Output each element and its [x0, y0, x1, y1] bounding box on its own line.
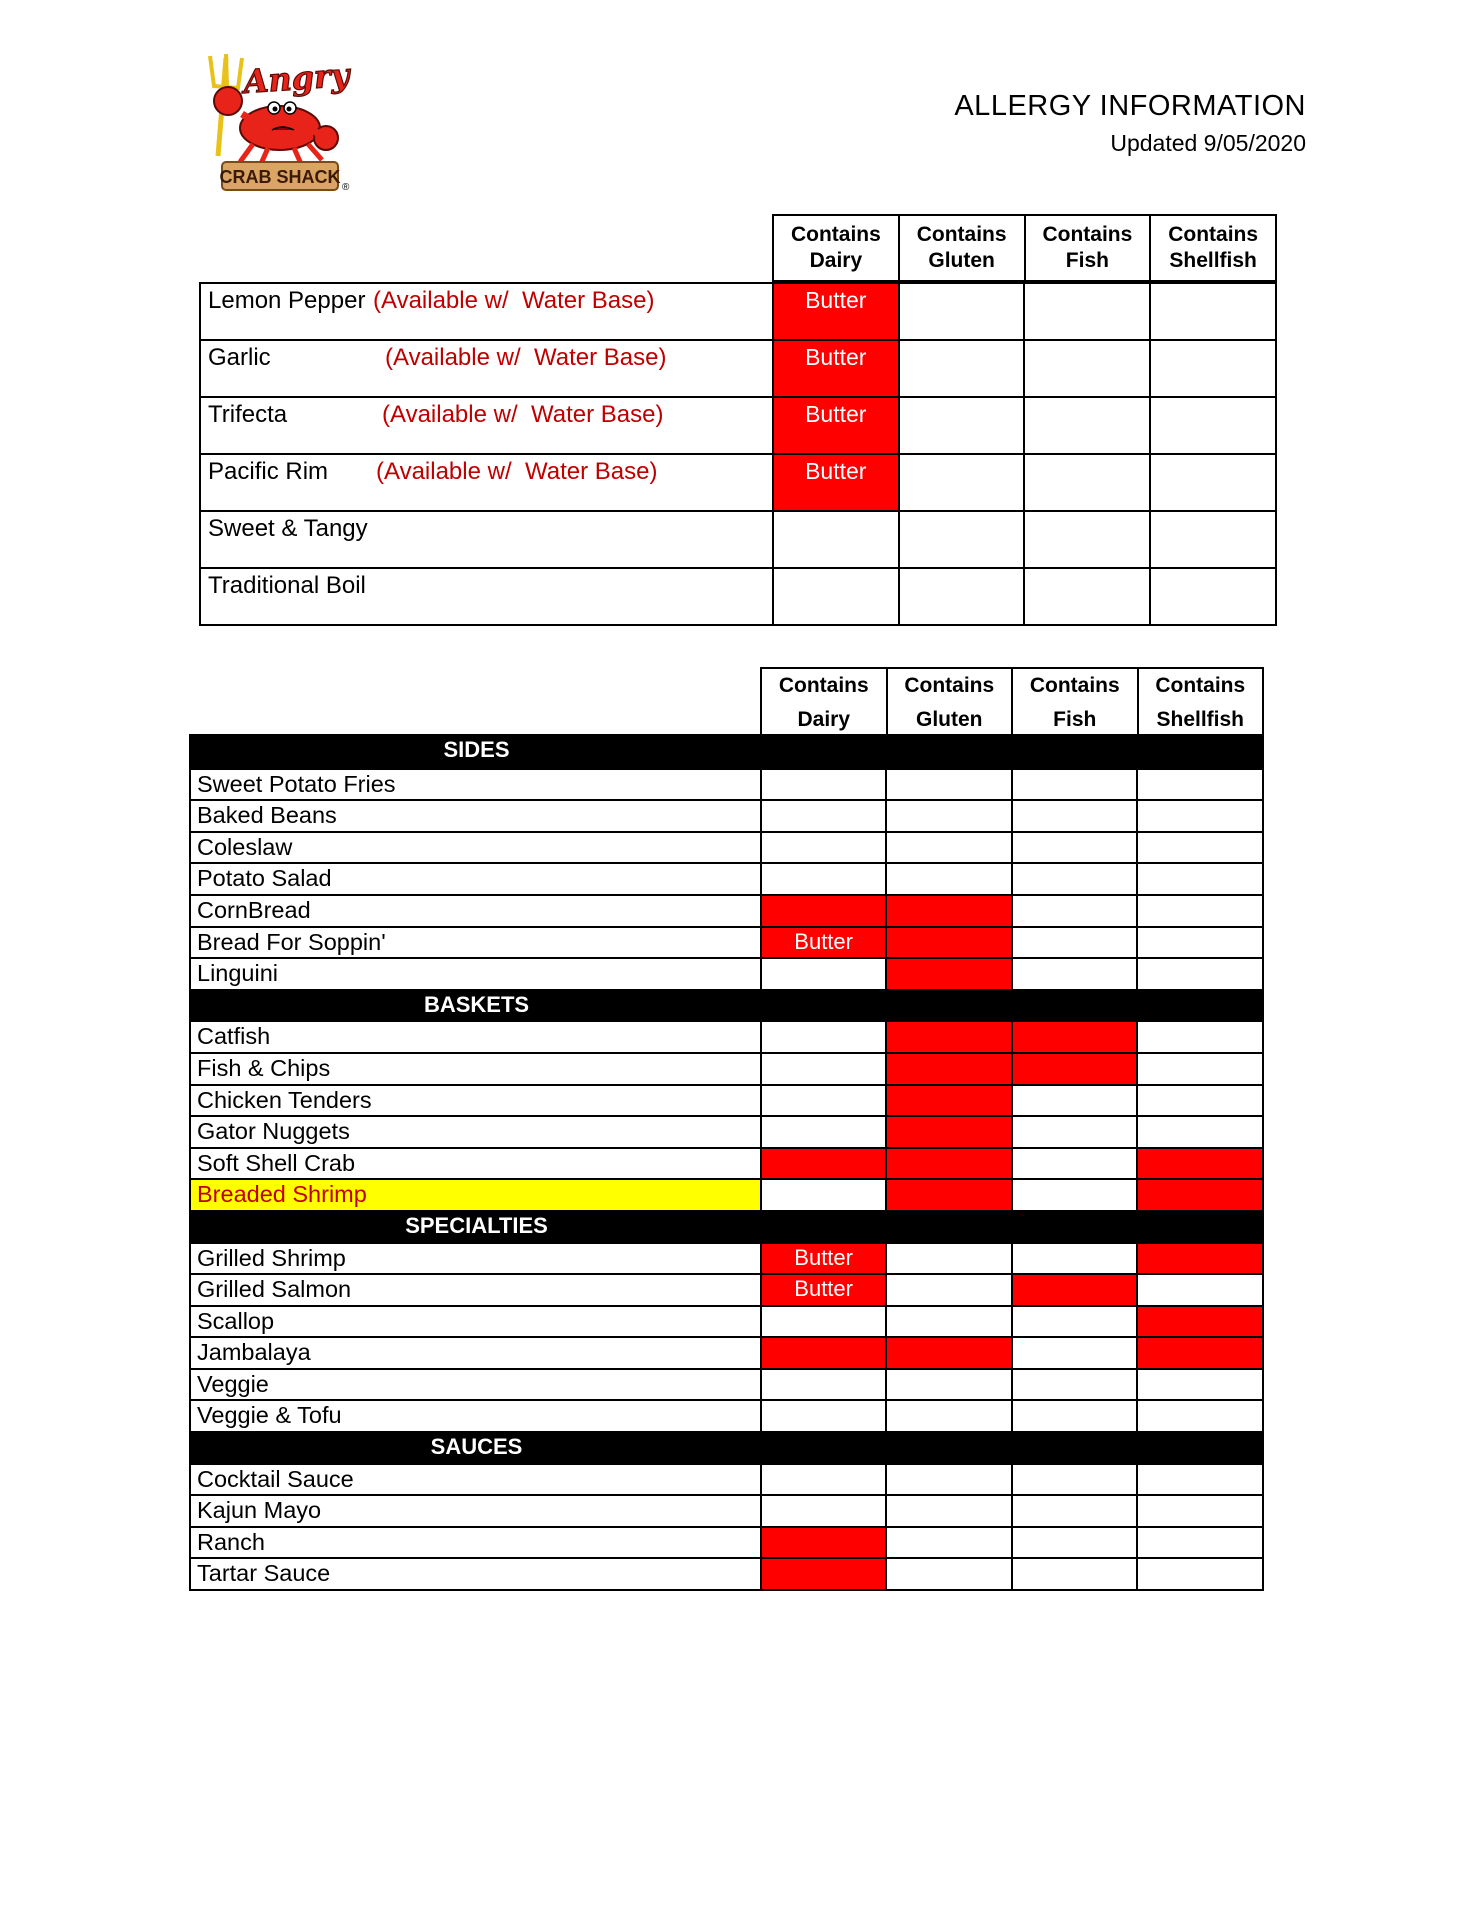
item-name: Tartar Sauce — [197, 1560, 331, 1587]
allergen-cell — [1011, 1149, 1137, 1179]
allergen-cell — [1011, 928, 1137, 958]
allergen-cell — [1149, 341, 1275, 396]
allergen-cell — [1011, 1022, 1137, 1052]
item-name: Veggie & Tofu — [197, 1402, 342, 1429]
table-row — [191, 1115, 1262, 1147]
allergen-cell — [1011, 1338, 1137, 1368]
table-row — [191, 894, 1262, 926]
allergen-cell — [1136, 928, 1262, 958]
allergen-cell — [885, 1117, 1011, 1147]
availability-note: (Available w/ Water Base) — [385, 344, 667, 371]
allergen-cell — [1011, 1054, 1137, 1084]
allergen-cell — [1136, 1054, 1262, 1084]
allergen-cell — [760, 1559, 886, 1589]
section-title: SPECIALTIES — [405, 1212, 548, 1238]
allergen-cell — [885, 1022, 1011, 1052]
allergen-cell — [1136, 1338, 1262, 1368]
table-row — [191, 926, 1262, 958]
allergen-cell — [1011, 833, 1137, 863]
menu-table — [189, 734, 1264, 1591]
allergen-cell — [1136, 864, 1262, 894]
table-row — [201, 510, 1275, 567]
allergen-cell — [1011, 1086, 1137, 1116]
allergen-cell — [1136, 1117, 1262, 1147]
item-name: Cocktail Sauce — [197, 1465, 354, 1492]
section-header-row — [191, 989, 1262, 1021]
table-row — [191, 957, 1262, 989]
allergen-cell — [760, 770, 886, 800]
column-header: Contains Gluten — [886, 669, 1012, 734]
allergen-cell — [885, 928, 1011, 958]
allergen-cell — [898, 341, 1024, 396]
table-row — [191, 862, 1262, 894]
allergen-cell — [885, 959, 1011, 989]
allergen-cell — [1011, 959, 1137, 989]
section-title: SAUCES — [430, 1434, 523, 1460]
table-row — [191, 1305, 1262, 1337]
table-row — [191, 1273, 1262, 1305]
item-name: Pacific Rim — [208, 458, 329, 485]
section-header-row — [191, 1431, 1262, 1463]
allergen-cell — [885, 801, 1011, 831]
allergen-cell — [1136, 770, 1262, 800]
allergen-cell — [1011, 1528, 1137, 1558]
allergen-cell — [760, 1054, 886, 1084]
allergen-cell — [1011, 1559, 1137, 1589]
updated-date: Updated 9/05/2020 — [1110, 130, 1306, 156]
item-name: Catfish — [197, 1023, 271, 1050]
item-name-cell — [201, 341, 772, 396]
allergen-cell — [885, 1054, 1011, 1084]
allergen-cell — [760, 1528, 886, 1558]
item-name: Traditional Boil — [208, 572, 366, 599]
allergen-cell — [760, 1149, 886, 1179]
angry-crab-shack-logo — [198, 46, 368, 196]
allergen-cell — [1136, 801, 1262, 831]
allergen-cell — [885, 1244, 1011, 1274]
allergen-cell — [1136, 1180, 1262, 1210]
item-name: Chicken Tenders — [197, 1086, 372, 1113]
allergen-cell — [1023, 512, 1149, 567]
logo-word-angry: Angry — [242, 55, 351, 102]
logo-registered-mark: ® — [342, 182, 350, 193]
table-row — [201, 453, 1275, 510]
item-name: Breaded Shrimp — [191, 1180, 760, 1210]
table-row — [191, 1242, 1262, 1274]
allergen-cell — [885, 1086, 1011, 1116]
table-row — [191, 1399, 1262, 1431]
column-header: Contains Dairy — [790, 223, 881, 272]
item-name-cell — [201, 455, 772, 510]
item-name: Garlic — [208, 344, 271, 371]
menu-table-header — [760, 667, 1264, 734]
item-name: Gator Nuggets — [197, 1118, 350, 1145]
allergen-cell — [760, 1401, 886, 1431]
item-name: Potato Salad — [197, 865, 332, 892]
allergen-cell — [1011, 1307, 1137, 1337]
table-row — [191, 1526, 1262, 1558]
allergen-cell — [1149, 569, 1275, 624]
allergen-cell — [760, 1022, 886, 1052]
allergen-cell — [760, 801, 886, 831]
logo-word-crab-shack: CRAB SHACK — [219, 167, 341, 187]
allergen-cell — [885, 1370, 1011, 1400]
table-row — [191, 1336, 1262, 1368]
allergen-cell — [1136, 1559, 1262, 1589]
allergen-cell — [760, 1370, 886, 1400]
allergen-cell — [1136, 1022, 1262, 1052]
allergen-cell — [1011, 801, 1137, 831]
allergen-cell — [1011, 864, 1137, 894]
item-name: Coleslaw — [197, 833, 293, 860]
item-name: Jambalaya — [197, 1339, 311, 1366]
allergen-cell: Butter — [760, 928, 886, 958]
document-title: ALLERGY INFORMATION — [954, 90, 1306, 122]
allergen-cell: Butter — [760, 1244, 886, 1274]
column-header: Contains Shellfish — [1137, 669, 1263, 734]
allergen-cell — [1023, 398, 1149, 453]
item-name-cell — [201, 569, 772, 624]
section-title: SIDES — [443, 737, 510, 762]
allergen-cell — [898, 455, 1024, 510]
item-name: Grilled Shrimp — [197, 1244, 346, 1271]
allergen-cell — [898, 512, 1024, 567]
column-header: Contains Gluten — [898, 216, 1024, 280]
table-row — [191, 1557, 1262, 1589]
allergen-cell — [898, 284, 1024, 339]
seasoning-table-header — [772, 214, 1277, 282]
item-name: Veggie — [197, 1370, 269, 1397]
allergen-cell — [885, 864, 1011, 894]
allergen-cell — [1011, 1496, 1137, 1526]
allergen-cell — [885, 1180, 1011, 1210]
allergen-cell: Butter — [772, 341, 898, 396]
allergen-cell: Butter — [760, 1275, 886, 1305]
table-row — [191, 1147, 1262, 1179]
allergen-cell — [1149, 398, 1275, 453]
allergen-cell — [898, 398, 1024, 453]
table-row — [191, 1368, 1262, 1400]
allergen-cell — [885, 1559, 1011, 1589]
allergen-cell — [760, 896, 886, 926]
table-row — [201, 284, 1275, 339]
allergen-cell — [898, 569, 1024, 624]
allergen-cell: Butter — [772, 455, 898, 510]
allergen-cell — [760, 864, 886, 894]
section-header-row — [191, 1210, 1262, 1242]
table-row — [191, 1463, 1262, 1495]
availability-note: (Available w/ Water Base) — [373, 287, 655, 314]
item-name-cell — [201, 398, 772, 453]
allergen-cell — [885, 1149, 1011, 1179]
allergen-cell — [1136, 1401, 1262, 1431]
allergen-cell — [1023, 284, 1149, 339]
allergen-cell: Butter — [772, 398, 898, 453]
allergen-cell — [1136, 1496, 1262, 1526]
section-title: BASKETS — [423, 991, 530, 1017]
table-row — [201, 567, 1275, 624]
item-name: Linguini — [197, 960, 279, 987]
item-name: Baked Beans — [197, 802, 337, 829]
allergen-cell — [885, 1307, 1011, 1337]
allergen-cell — [1136, 1086, 1262, 1116]
item-name: Lemon Pepper — [208, 287, 366, 314]
table-row — [201, 339, 1275, 396]
item-name: Fish & Chips — [197, 1054, 331, 1081]
allergen-cell — [760, 1180, 886, 1210]
allergen-cell — [760, 959, 886, 989]
allergen-cell — [885, 833, 1011, 863]
allergen-cell — [760, 1117, 886, 1147]
allergen-cell — [1023, 341, 1149, 396]
table-row — [201, 396, 1275, 453]
allergen-cell — [1149, 512, 1275, 567]
allergen-cell — [1023, 569, 1149, 624]
item-name: Trifecta — [208, 401, 288, 428]
allergen-cell — [885, 896, 1011, 926]
section-header-row — [191, 736, 1262, 768]
allergen-cell — [885, 1496, 1011, 1526]
allergen-cell — [885, 1528, 1011, 1558]
availability-note: (Available w/ Water Base) — [382, 401, 664, 428]
item-name: CornBread — [197, 896, 311, 923]
allergen-cell — [760, 1307, 886, 1337]
allergen-cell — [1011, 1244, 1137, 1274]
allergen-cell — [1011, 1275, 1137, 1305]
allergen-cell — [760, 1338, 886, 1368]
allergen-cell — [1011, 1465, 1137, 1495]
allergen-cell — [760, 833, 886, 863]
item-name: Scallop — [197, 1307, 275, 1334]
column-header: Contains Fish — [1011, 669, 1137, 734]
allergen-cell — [885, 770, 1011, 800]
allergen-cell — [1136, 1275, 1262, 1305]
allergen-cell — [1136, 959, 1262, 989]
allergen-cell — [1136, 1244, 1262, 1274]
table-row — [191, 1084, 1262, 1116]
item-name: Bread For Soppin' — [197, 928, 386, 955]
allergen-cell — [1136, 833, 1262, 863]
item-name-cell — [201, 284, 772, 339]
allergen-cell — [1149, 455, 1275, 510]
allergen-cell — [1011, 1370, 1137, 1400]
allergen-cell — [760, 1465, 886, 1495]
availability-note: (Available w/ Water Base) — [376, 458, 658, 485]
allergen-cell — [760, 1086, 886, 1116]
allergen-cell — [1011, 1401, 1137, 1431]
table-row — [191, 1178, 1262, 1210]
item-name: Grilled Salmon — [197, 1276, 352, 1303]
allergen-cell — [885, 1465, 1011, 1495]
table-row — [191, 768, 1262, 800]
allergen-cell — [772, 569, 898, 624]
allergen-cell — [885, 1338, 1011, 1368]
allergen-cell — [1136, 896, 1262, 926]
allergen-cell — [1149, 284, 1275, 339]
allergen-cell — [1136, 1149, 1262, 1179]
allergen-cell: Butter — [772, 284, 898, 339]
allergen-cell — [885, 1401, 1011, 1431]
seasoning-table — [199, 282, 1277, 626]
item-name: Kajun Mayo — [197, 1497, 322, 1524]
allergen-cell — [1136, 1370, 1262, 1400]
table-row — [191, 799, 1262, 831]
allergen-cell — [1023, 455, 1149, 510]
allergen-cell — [772, 512, 898, 567]
table-row — [191, 1020, 1262, 1052]
allergen-cell — [1011, 770, 1137, 800]
allergen-cell — [1011, 1180, 1137, 1210]
column-header: Contains Fish — [1024, 216, 1150, 280]
allergen-cell — [1136, 1465, 1262, 1495]
item-name-cell — [201, 512, 772, 567]
item-name: Sweet & Tangy — [208, 515, 368, 542]
allergen-cell — [885, 1275, 1011, 1305]
allergen-cell — [1136, 1528, 1262, 1558]
table-row — [191, 1052, 1262, 1084]
allergen-cell — [1136, 1307, 1262, 1337]
allergen-cell — [1011, 896, 1137, 926]
item-name: Sweet Potato Fries — [197, 770, 396, 797]
table-row — [191, 831, 1262, 863]
column-header: Contains Dairy — [778, 674, 869, 731]
allergen-cell — [760, 1496, 886, 1526]
allergen-cell — [1011, 1117, 1137, 1147]
item-name: Soft Shell Crab — [197, 1149, 356, 1176]
table-row — [191, 1494, 1262, 1526]
column-header: Contains Shellfish — [1149, 216, 1275, 280]
item-name: Ranch — [197, 1528, 265, 1555]
